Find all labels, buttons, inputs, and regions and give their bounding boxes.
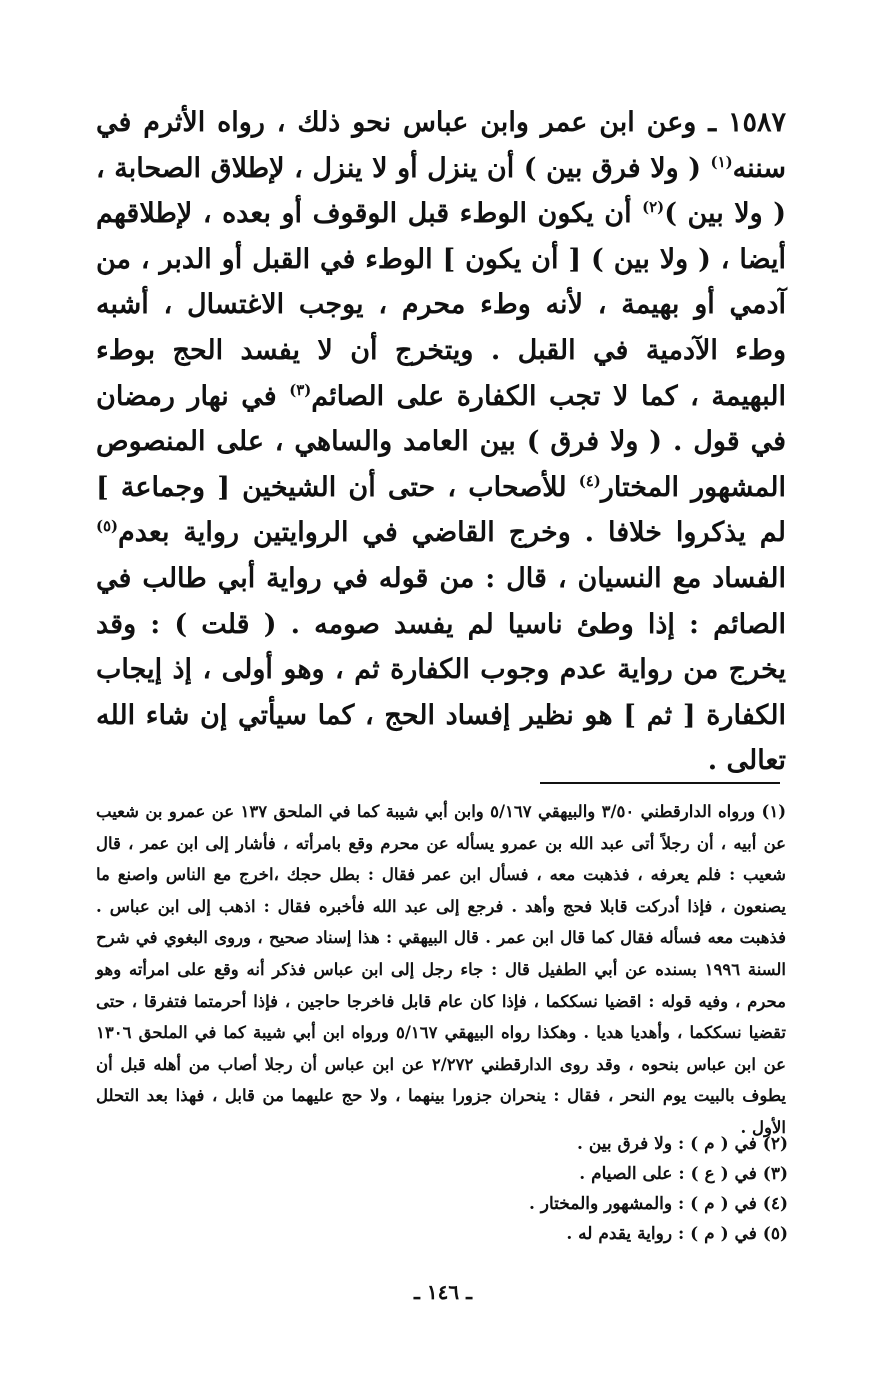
page-number: ـ ١٤٦ ـ: [414, 1280, 472, 1304]
footnote-ref: (٤): [578, 471, 601, 490]
footnote-2: (٢) في ( م ) : ولا فرق بين .: [576, 1134, 788, 1154]
footnote-1: (١) ورواه الدارقطني ٣/٥٠ والبيهقي ٥/١٦٧ وابن أبي شيبة كما في الملحق ١٣٧ عن عمرو بن شعيب عن أبيه ، أن رجلاً أتى عبد الله بن عمرو يسأله عن محرم وقع بامرأته ، فأشار إلى ابن عمر ، قال شعيب : فلم يعرفه ، فذهبت معه ، فسأل ابن عمر فقال : بطل حجك ،اخرج مع الناس واصنع ما يصنعون ، فإذا أدركت قابلا فحج وأهد . فرجع إلى عبد الله فأخبره فقال : اذهب إلى ابن عباس . فذهبت معه فسأله فقال كما قال ابن عمر . قال البيهقي : هذا إسناد صحيح ، وروى البغوي في شرح السنة ١٩٩٦ بسنده عن أبي الطفيل قال : جاء رجل إلى ابن عباس فذكر أنه وقع على امرأته وهو محرم ، وفيه قوله : اقضيا نسككما ، فإذا كان عام قابل فاخرجا حاجين ، فإذا أحرمتما فتفرقا ، حتى تقضيا نسككما ، وأهديا هديا . وهكذا رواه البيهقي ٥/١٦٧ ورواه ابن أبي شيبة كما في الملحق ١٣٠٦ عن ابن عباس بنحوه ، وقد روى الدارقطني ٢/٢٧٢ عن ابن عباس أن رجلا أصاب من أهله قبل أن يطوف بالبيت يوم النحر ، فقال : ينحران جزورا بينهما ، ولا حج عليهما من قابل ، فهذا بعد التحلل الأول .: [96, 802, 787, 1137]
main-text-segment: ( ولا فرق بين ) أن ينزل أو لا ينزل ، لإطلاق الصحابة ، ( ولا بين ): [96, 152, 786, 230]
footnote-ref: (٣): [289, 380, 312, 399]
footnote-ref: (٢): [642, 198, 665, 217]
footnote-5: (٥) في ( م ) : رواية يقدم له .: [566, 1224, 788, 1244]
footnote-separator: [540, 782, 780, 784]
footnote-3: (٣) في ( ع ) : على الصيام .: [579, 1164, 788, 1184]
main-paragraph: [96, 100, 786, 784]
main-text-segment: أن يكون الوطء قبل الوقوف أو بعده ، لإطلاقهم أيضا ، ( ولا بين ) [ أن يكون ] الوطء في القبل أو الدبر ، من آدمي أو بهيمة ، لأنه وطء محرم ، يوجب الاغتسال ، أشبه وطء الآدمية في القبل . ويتخرج أن لا يفسد الحج بوطء البهيمة ، كما لا تجب الكفارة على الصائم: [96, 198, 786, 412]
main-text-segment: للأصحاب ، حتى أن الشيخين [ وجماعة ] لم يذكروا خلافا . وخرج القاضي في الروايتين رواية بعدم: [96, 471, 786, 549]
paragraph-number: ١٥٨٧: [727, 107, 786, 138]
footnote-ref: (٥): [96, 517, 119, 536]
main-text-segment: وعن ابن عمر وابن عباس نحو ذلك ، رواه الأثرم في سننه: [96, 107, 786, 184]
main-text-segment: في نهار رمضان في قول . ( ولا فرق ) بين العامد والساهي ، على المنصوص المشهور المختار: [96, 380, 787, 503]
footnote-4: (٤) في ( م ) : والمشهور والمختار .: [528, 1194, 788, 1214]
paragraph-dash: ـ: [696, 107, 728, 138]
footnote-ref: (١): [710, 152, 733, 171]
main-text-segment: الفساد مع النسيان ، قال : من قوله في رواية أبي طالب في الصائم : إذا وطئ ناسيا لم يفسد صومه . ( قلت ) : وقد يخرج من رواية عدم وجوب الكفارة ثم ، وهو أولى ، إذ إيجاب الكفارة [ ثم ] هو نظير إفساد الحج ، كما سيأتي إن شاء الله تعالى .: [96, 562, 786, 777]
